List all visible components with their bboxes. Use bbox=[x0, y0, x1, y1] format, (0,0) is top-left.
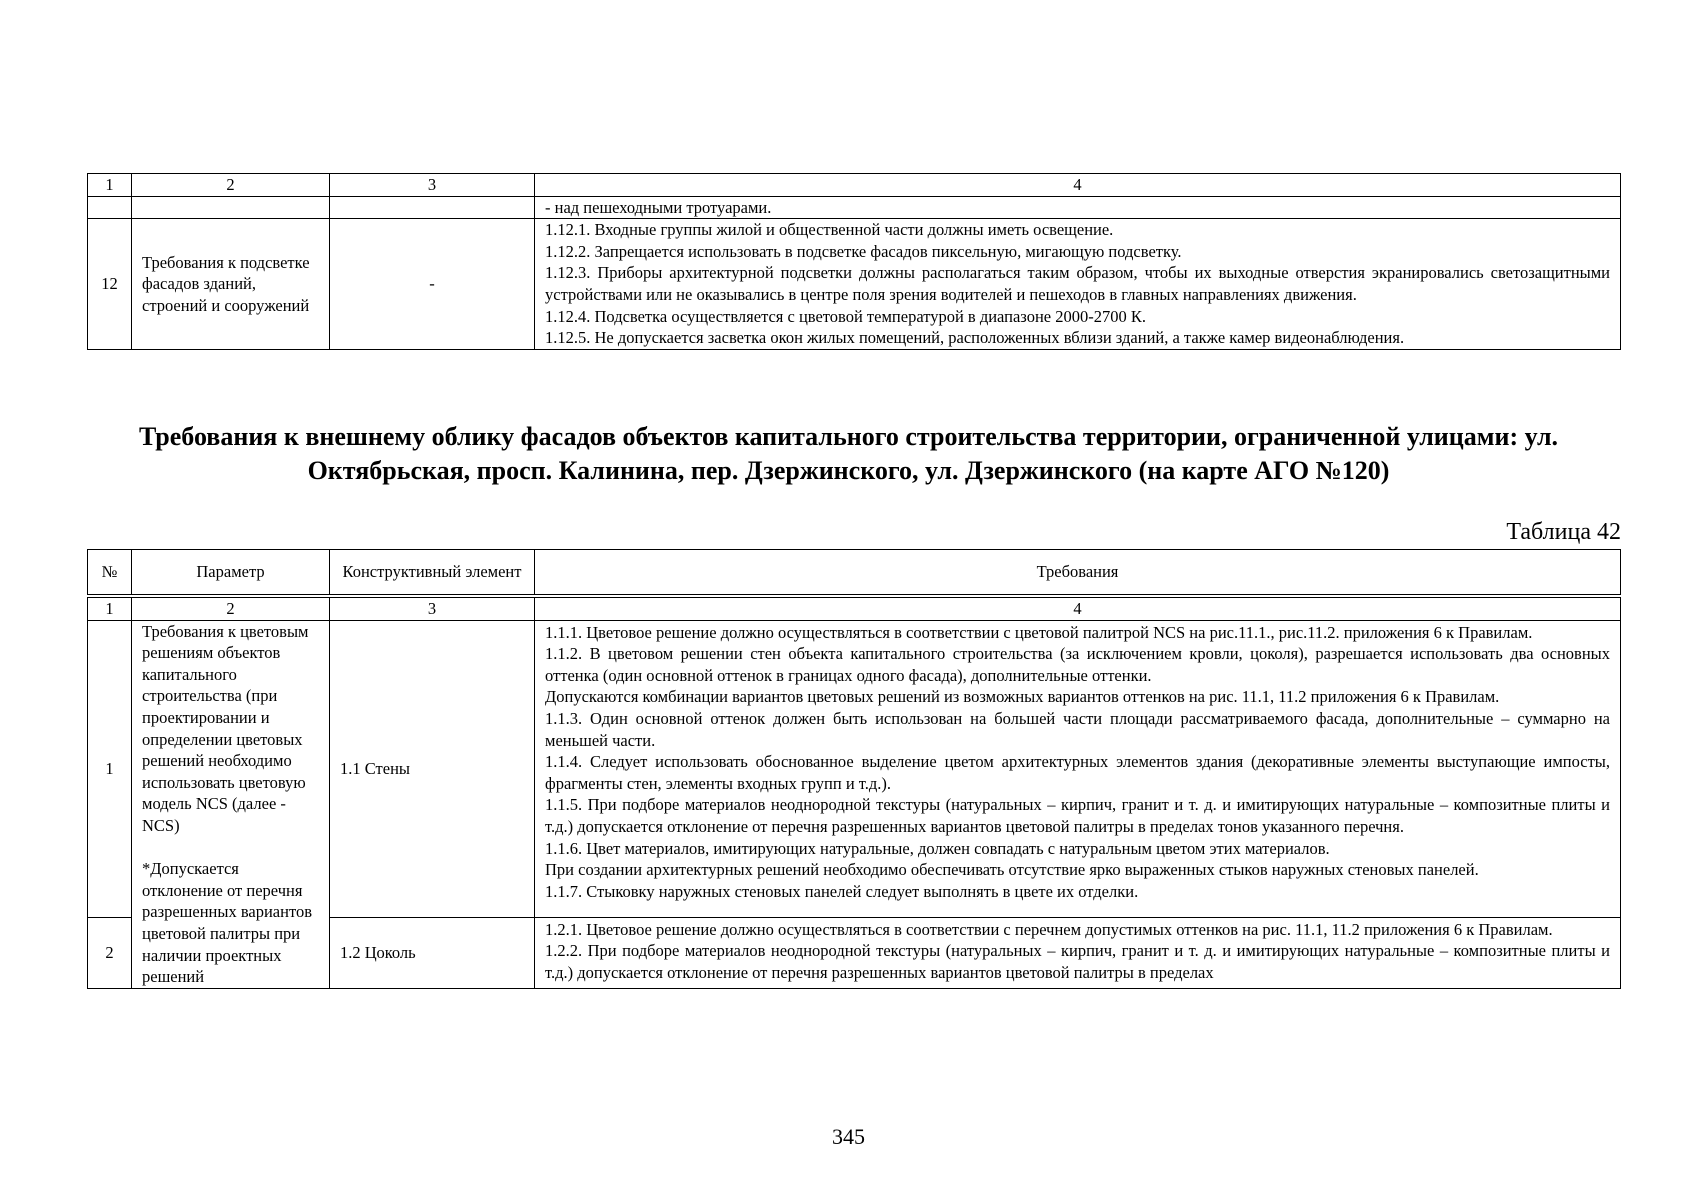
row-number: 2 bbox=[88, 917, 132, 988]
table-row-1 bbox=[88, 620, 1621, 917]
requirement-item: 1.12.2. Запрещается использовать в подсветке фасадов пиксельную, мигающую подсветку. bbox=[545, 241, 1182, 261]
requirement-item: 1.12.5. Не допускается засветка окон жилых помещений, расположенных вблизи зданий, а также камер видеонаблюдения. bbox=[545, 328, 1405, 348]
header-requirements: Требования bbox=[535, 550, 1621, 597]
parameter-note: *Допускается отклонение от перечня разрешенных вариантов цветовой палитры при наличии проектных решений bbox=[142, 859, 312, 987]
requirement-item: 1.1.4. Следует использовать обоснованное выделение цветом архитектурных элементов здания (декоративные элементы выступающие импосты, фрагменты стен, элементы входных групп и т.д.). bbox=[545, 752, 1610, 793]
header-number: № bbox=[88, 550, 132, 597]
col-number-3: 3 bbox=[330, 174, 535, 197]
parameter-cell: Требования к подсветке фасадов зданий, строений и сооружений bbox=[132, 219, 330, 350]
requirement-item: 1.12.1. Входные группы жилой и общественной части должны иметь освещение. bbox=[545, 220, 1114, 240]
requirement-item: 1.2.1. Цветовое решение должно осуществляться в соответствии с перечнем допустимых оттенков на рис. 11.1, 11.2 приложения 6 к Правилам. bbox=[545, 919, 1553, 939]
header-element: Конструктивный элемент bbox=[330, 550, 535, 597]
column-number-row bbox=[88, 174, 1621, 197]
requirement-item: 1.1.1. Цветовое решение должно осуществляться в соответствии с цветовой палитрой NCS на рис.11.1., рис.11.2. приложения 6 к Правилам. bbox=[545, 622, 1533, 642]
col-number-2: 2 bbox=[132, 174, 330, 197]
requirement-item: 1.1.5. При подборе материалов неоднородной текстуры (натуральных – кирпич, гранит и т. д. и имитирующих натуральные – композитные плиты и т.д.) допускается отклонение от перечня разрешенных вариантов цветовой палитры в пределах тонов указанного перечня. bbox=[545, 795, 1610, 836]
section-title: Требования к внешнему облику фасадов объектов капитального строительства территории, ограниченной улицами: ул. Октябрьская, просп. Калинина, пер. Дзержинского, ул. Дзержинского (на карте АГО №120) bbox=[138, 422, 1559, 485]
requirement-item: 1.1.3. Один основной оттенок должен быть использован на большей части площади рассматриваемого фасада, дополнительные – суммарно на меньшей части. bbox=[545, 708, 1610, 750]
element-cell: - bbox=[330, 219, 535, 350]
parameter-text: Требования к цветовым решениям объектов капитального строительства (при проектировании и определении цветовых решений необходимо использовать цветовую модель NCS (далее - NCS) bbox=[142, 621, 309, 835]
col-number-4: 4 bbox=[535, 596, 1621, 620]
requirement-item: 1.12.3. Приборы архитектурной подсветки должны располагаться таким образом, чтобы их выходные отверстия экранировались светозащитными устройствами или не оказывались в центре поля зрения водителей и пешеходов в главных направлениях движения. bbox=[545, 263, 1610, 304]
col-number-3: 3 bbox=[330, 596, 535, 620]
requirements-cell bbox=[535, 917, 1621, 988]
column-number-row bbox=[88, 596, 1621, 620]
col-number-4: 4 bbox=[535, 174, 1621, 197]
element-cell: 1.2 Цоколь bbox=[330, 917, 535, 988]
requirement-item: 1.12.4. Подсветка осуществляется с цветовой температурой в диапазоне 2000-2700 К. bbox=[545, 306, 1147, 326]
header-parameter: Параметр bbox=[132, 550, 330, 597]
requirement-item: Допускаются комбинации вариантов цветовых решений из возможных вариантов оттенков на рис. 11.1, 11.2 приложения 6 к Правилам. bbox=[545, 687, 1500, 707]
parameter-cell bbox=[132, 620, 330, 988]
col-number-1: 1 bbox=[88, 596, 132, 620]
continued-table bbox=[87, 173, 1621, 350]
col-number-1: 1 bbox=[88, 174, 132, 197]
row-number: 1 bbox=[88, 620, 132, 917]
table-header bbox=[88, 550, 1621, 597]
requirements-cell bbox=[535, 219, 1621, 350]
table-row bbox=[88, 196, 1621, 219]
requirements-cell bbox=[535, 620, 1621, 917]
table-row-12 bbox=[88, 219, 1621, 350]
page-number: 345 bbox=[832, 1124, 865, 1149]
requirement-item: 1.2.2. При подборе материалов неоднородной текстуры (натуральных – кирпич, гранит и т. д. и имитирующих натуральные – композитные плиты и т.д.) допускается отклонение от перечня разрешенных вариантов цветовой палитры в пределах bbox=[545, 941, 1610, 982]
requirement-item: 1.1.6. Цвет материалов, имитирующих натуральные, должен совпадать с натуральным цветом этих материалов. bbox=[545, 838, 1330, 858]
requirements-table bbox=[87, 549, 1621, 989]
table-caption: Таблица 42 bbox=[1506, 519, 1621, 545]
col-number-2: 2 bbox=[132, 596, 330, 620]
requirement-item: 1.1.2. В цветовом решении стен объекта капитального строительства (за исключением кровли, цоколя), разрешается использовать два основных оттенка (один основной оттенок в границах одного фасада), дополнительные оттенки. bbox=[545, 644, 1610, 685]
row-number: 12 bbox=[88, 219, 132, 350]
requirement-item: 1.1.7. Стыковку наружных стеновых панелей следует выполнять в цвете их отделки. bbox=[545, 881, 1139, 901]
continued-requirement: - над пешеходными тротуарами. bbox=[535, 196, 1621, 219]
element-cell: 1.1 Стены bbox=[330, 620, 535, 917]
requirement-item: При создании архитектурных решений необходимо обеспечивать отсутствие ярко выраженных стыков наружных стеновых панелей. bbox=[545, 860, 1479, 880]
